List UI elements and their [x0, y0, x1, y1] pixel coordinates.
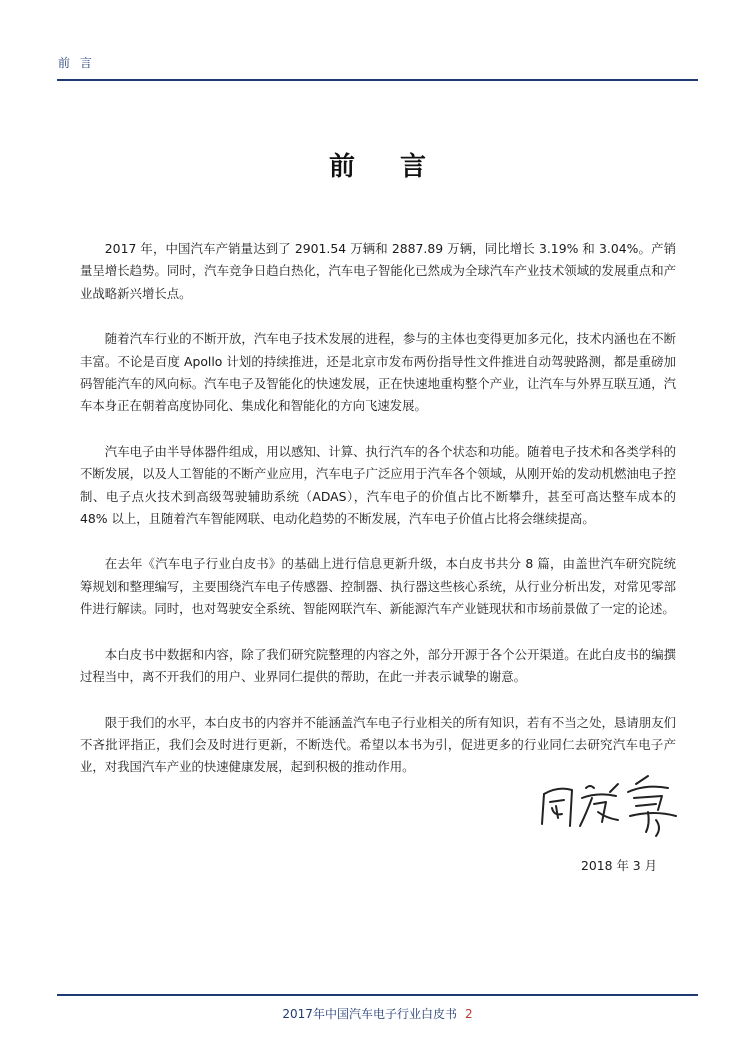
preface-date: 2018 年 3 月 [580, 858, 657, 873]
header-divider [57, 79, 698, 81]
preface-body [80, 238, 676, 802]
header-section-label: 前 言 [58, 56, 95, 70]
footer-divider [57, 994, 698, 996]
paragraph: 限于我们的水平，本白皮书的内容并不能涵盖汽车电子行业相关的所有知识，若有不当之处，恳请朋友们不吝批评指正，我们会及时进行更新，不断迭代。希望以本书为引，促进更多的行业同仁去研究汽车电子产业，对我国汽车产业的快速健康发展，起到积极的推动作用。 [80, 714, 676, 775]
footer-title: 2017年中国汽车电子行业白皮书 [282, 1007, 457, 1021]
page-title: 前 言 [328, 152, 445, 182]
page-footer [0, 1005, 755, 1022]
paragraph: 在去年《汽车电子行业白皮书》的基础上进行信息更新升级，本白皮书共分 8 篇，由盖世汽车研究院统筹规划和整理编写，主要围绕汽车电子传感器、控制器、执行器这些核心系统，从行业分析出发，对常见零部件进行解读。同时，也对驾驶安全系统、智能网联汽车、新能源汽车产业链现状和市场前景做了一定的论述。 [80, 556, 676, 617]
paragraph: 随着汽车行业的不断开放，汽车电子技术发展的进程，参与的主体也变得更加多元化，技术内涵也在不断丰富。不论是百度 Apollo 计划的持续推进，还是北京市发布两份指导性文件推进自动驾驶路测，都是重磅加码智能汽车的风向标。汽车电子及智能化的快速发展，正在快速地重构整个产业，让汽车与外界互联互通，汽车本身正在朝着高度协同化、集成化和智能化的方向飞速发展。 [80, 331, 676, 414]
handwritten-signature [536, 762, 686, 842]
paragraph: 汽车电子由半导体器件组成，用以感知、计算、执行汽车的各个状态和功能。随着电子技术和各类学科的不断发展，以及人工智能的不断产业应用，汽车电子广泛应用于汽车各个领域，从刚开始的发动机燃油电子控制、电子点火技术到高级驾驶辅助系统（ADAS），汽车电子的价值占比不断攀升，甚至可高达整车成本的 48% 以上，且随着汽车智能网联、电动化趋势的不断发展，汽车电子价值占比将会继续提高。 [80, 443, 676, 527]
paragraph: 本白皮书中数据和内容，除了我们研究院整理的内容之外，部分开源于各个公开渠道。在此白皮书的编撰过程当中，离不开我们的用户、业界同仁提供的帮助，在此一并表示诚挚的谢意。 [80, 646, 676, 685]
paragraph: 2017 年，中国汽车产销量达到了 2901.54 万辆和 2887.89 万辆，同比增长 3.19% 和 3.04%。产销量呈增长趋势。同时，汽车竞争日趋白热化，汽车电子智能化已然成为全球汽车产业技术领域的发展重点和产业战略新兴增长点。 [80, 241, 676, 301]
page-number: 2 [464, 1007, 473, 1021]
